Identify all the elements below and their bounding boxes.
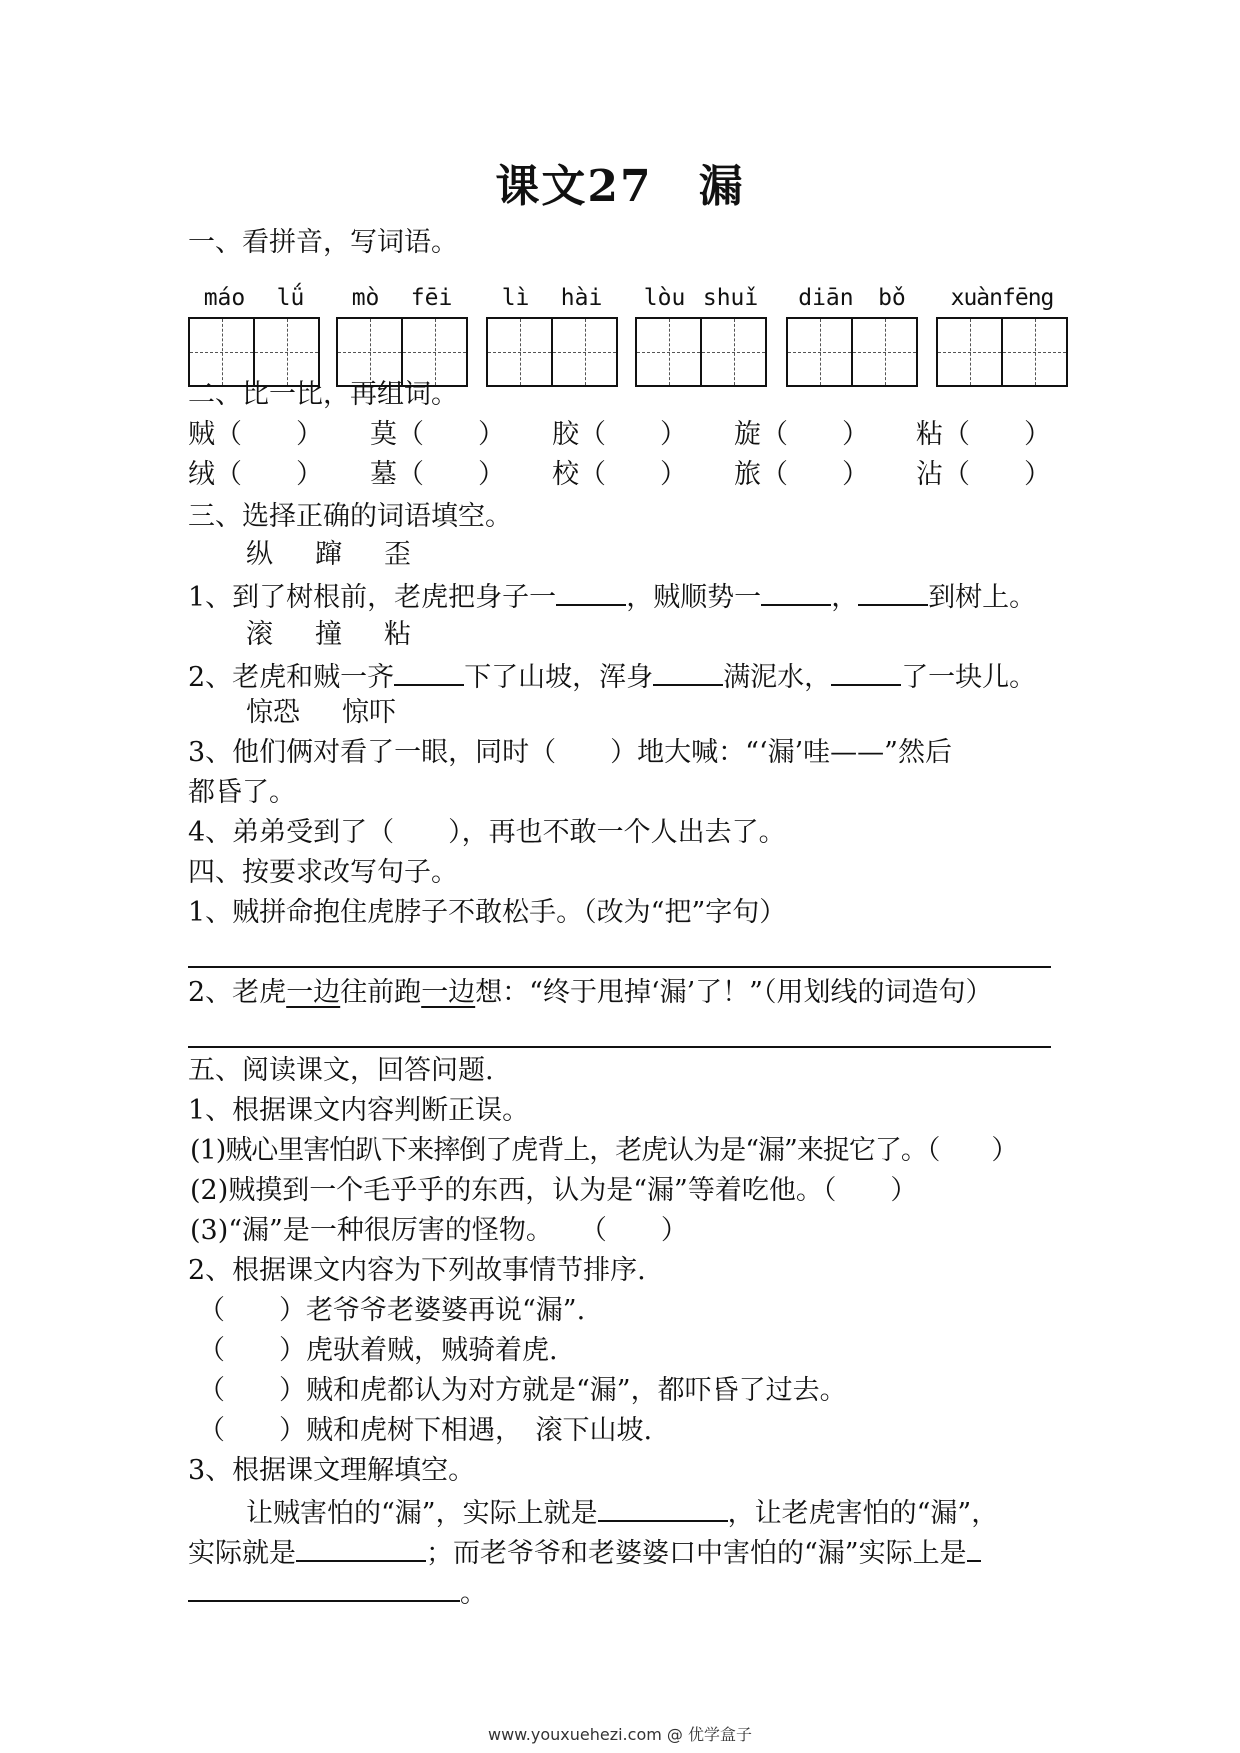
section5-heading: 五、阅读课文，回答问题. (188, 1055, 494, 1086)
pinyin-syllable: lì (501, 285, 530, 311)
writing-box[interactable] (553, 319, 616, 385)
pinyin-syllable: lòu (643, 285, 686, 311)
page-title: 课文27 漏 (495, 161, 745, 212)
answer-blank[interactable] (967, 1534, 981, 1562)
order-item-1: （ ）老爷爷老婆婆再说“漏”. (198, 1295, 586, 1326)
section4-heading: 四、按要求改写句子。 (188, 857, 458, 888)
footer-watermark: www.youxuehezi.com @ 优学盒子 (488, 1725, 752, 1744)
answer-blank[interactable] (556, 578, 626, 606)
word-option: 蹿 (315, 539, 342, 570)
writing-box[interactable] (190, 319, 255, 385)
writing-box[interactable] (702, 319, 765, 385)
compare-item[interactable]: 莫（ ） (370, 419, 505, 450)
pinyin-syllable: hài (560, 285, 603, 311)
pinyin-group-6 (936, 283, 1068, 387)
writing-box[interactable] (938, 319, 1003, 385)
pinyin-syllable: bǒ (878, 285, 906, 311)
word-option: 惊吓 (342, 697, 396, 728)
question-text: ， (831, 582, 859, 613)
fill-line-2 (188, 1534, 981, 1571)
question-3-2 (188, 658, 1036, 695)
fill-line-3 (188, 1574, 487, 1611)
compare-item[interactable]: 沾（ ） (916, 459, 1051, 490)
question-text: 实际就是 (188, 1538, 296, 1569)
question-text: 往前跑 (340, 977, 422, 1008)
question-3-4: 4、弟弟受到了（ ），再也不敢一个人出去了。 (188, 817, 786, 848)
underlined-word: 一边 (286, 977, 341, 1008)
pinyin-syllable: diān (798, 285, 854, 311)
compare-item[interactable]: 胶（ ） (552, 419, 687, 450)
question-text: ，贼顺势一 (626, 582, 762, 613)
writing-box[interactable] (853, 319, 916, 385)
writing-box[interactable] (488, 319, 553, 385)
question-text: 了一块儿。 (901, 662, 1037, 693)
question-text: 1、到了树根前，老虎把身子一 (188, 582, 557, 613)
answer-blank[interactable] (598, 1494, 728, 1522)
answer-blank[interactable] (188, 1574, 460, 1602)
word-option: 滚 (246, 619, 273, 650)
question-text: 下了山坡，浑身 (464, 662, 654, 693)
order-item-4: （ ）贼和虎树下相遇， 滚下山坡. (198, 1415, 653, 1446)
question-text: ；而老爷爷和老婆婆口中害怕的“漏”实际上是 (426, 1538, 967, 1569)
question-text: 到树上。 (928, 582, 1037, 613)
question-4-1: 1、贼拼命抱住虎脖子不敢松手。（改为“把”字句） (188, 897, 787, 928)
question-3-1 (188, 578, 1036, 615)
pinyin-syllable: máo (203, 285, 246, 311)
section1-heading: 一、看拼音，写词语。 (188, 227, 458, 258)
compare-item[interactable]: 贼（ ） (188, 419, 323, 450)
question-text: 满泥水， (723, 662, 832, 693)
answer-blank[interactable] (761, 578, 831, 606)
compare-item[interactable]: 校（ ） (552, 459, 687, 490)
section2-heading: 二、比一比，再组词。 (188, 379, 458, 410)
pinyin-group-2 (336, 283, 468, 387)
answer-blank[interactable] (831, 658, 901, 686)
judge-item-2: (2)贼摸到一个毛乎乎的东西，认为是“漏”等着吃他。（ ） (190, 1175, 918, 1206)
compare-item[interactable]: 旅（ ） (734, 459, 869, 490)
writing-box[interactable] (788, 319, 853, 385)
word-option: 粘 (384, 619, 411, 650)
pinyin-group-1 (188, 283, 320, 387)
word-option: 纵 (246, 539, 273, 570)
word-options-2 (246, 618, 453, 652)
question-3-3: 3、他们俩对看了一眼，同时（ ）地大喊：“‘漏’哇——”然后 (188, 737, 952, 768)
answer-blank[interactable] (858, 578, 928, 606)
writing-box[interactable] (403, 319, 466, 385)
judge-item-1: (1)贼心里害怕趴下来摔倒了虎背上，老虎认为是“漏”来捉它了。（ ） (190, 1135, 1018, 1166)
pinyin-syllable: shuǐ (702, 285, 759, 311)
pinyin-syllable: fēi (410, 285, 453, 311)
word-options-1 (246, 538, 453, 572)
pinyin-syllable: lǘ (276, 285, 305, 311)
judge-item-3: (3)“漏”是一种很厉害的怪物。 （ ） (190, 1215, 688, 1246)
pinyin-syllable: mò (351, 285, 380, 311)
word-options-3 (246, 696, 438, 730)
answer-line[interactable] (188, 966, 1051, 968)
answer-blank[interactable] (653, 658, 723, 686)
compare-item[interactable]: 粘（ ） (916, 419, 1051, 450)
order-item-2: （ ）虎驮着贼，贼骑着虎. (198, 1335, 558, 1366)
pinyin-syllable: xuàn (950, 285, 1002, 311)
compare-item[interactable]: 旋（ ） (734, 419, 869, 450)
question-5-1: 1、根据课文内容判断正误。 (188, 1095, 530, 1126)
question-text: ，让老虎害怕的“漏”， (727, 1498, 999, 1529)
answer-line[interactable] (188, 1046, 1051, 1048)
question-3-3-cont: 都昏了。 (188, 777, 296, 808)
fill-line-1 (246, 1494, 998, 1531)
pinyin-group-5 (786, 283, 918, 387)
question-text: 。 (460, 1578, 487, 1609)
answer-blank[interactable] (296, 1534, 426, 1562)
section3-heading: 三、选择正确的词语填空。 (188, 501, 512, 532)
word-option: 撞 (315, 619, 342, 650)
pinyin-syllable: fēng (1002, 285, 1054, 311)
compare-item[interactable]: 绒（ ） (188, 459, 323, 490)
writing-box[interactable] (637, 319, 702, 385)
writing-box[interactable] (255, 319, 318, 385)
word-option: 惊恐 (246, 697, 300, 728)
question-text: 让贼害怕的“漏”，实际上就是 (246, 1498, 598, 1529)
order-item-3: （ ）贼和虎都认为对方就是“漏”，都吓昏了过去。 (198, 1375, 847, 1406)
question-5-3: 3、根据课文理解填空。 (188, 1455, 476, 1486)
underlined-word: 一边 (421, 977, 476, 1008)
writing-box[interactable] (338, 319, 403, 385)
question-4-2 (188, 976, 992, 1010)
question-5-2: 2、根据课文内容为下列故事情节排序. (188, 1255, 646, 1286)
writing-box[interactable] (1003, 319, 1066, 385)
pinyin-group-3 (486, 283, 618, 387)
question-text: 想：“终于甩掉‘漏’了！”（用划线的词造句） (475, 977, 993, 1008)
word-option: 歪 (384, 539, 411, 570)
question-text: 2、老虎 (188, 977, 287, 1008)
question-text: 2、老虎和贼一齐 (188, 662, 395, 693)
compare-item[interactable]: 墓（ ） (370, 459, 505, 490)
pinyin-group-4 (635, 283, 767, 387)
answer-blank[interactable] (394, 658, 464, 686)
